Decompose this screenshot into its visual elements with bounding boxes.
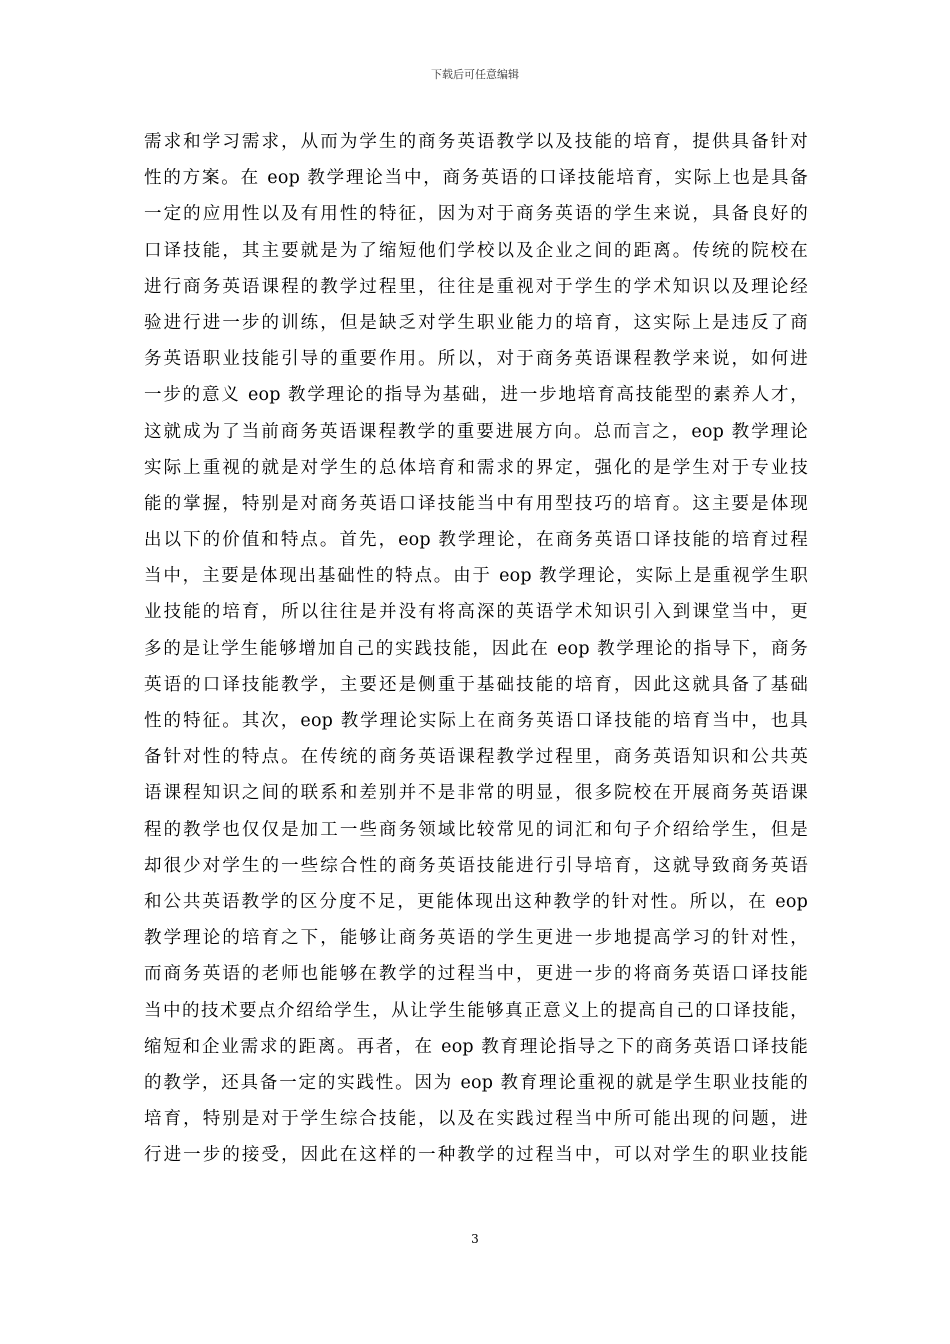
text-line: 备针对性的特点。在传统的商务英语课程教学过程里，商务英语知识和公共英	[144, 747, 808, 768]
text-line: 语课程知识之间的联系和差别并不是非常的明显，很多院校在开展商务英语课	[144, 783, 808, 804]
text-line: 教学理论的培育之下，能够让商务英语的学生更进一步地提高学习的针对性，	[144, 928, 808, 949]
text-line: 多的是让学生能够增加自己的实践技能，因此在 eop 教学理论的指导下，商务	[144, 638, 808, 659]
page-number: 3	[471, 1232, 479, 1246]
text-line: 一步的意义 eop 教学理论的指导为基础，进一步地培育高技能型的素养人才，	[144, 385, 808, 406]
text-line: 当中，主要是体现出基础性的特点。由于 eop 教学理论，实际上是重视学生职	[144, 566, 808, 587]
text-line: 实际上重视的就是对学生的总体培育和需求的界定，强化的是学生对于专业技	[144, 457, 808, 478]
text-line: 需求和学习需求，从而为学生的商务英语教学以及技能的培育，提供具备针对	[144, 132, 808, 152]
text-line: 当中的技术要点介绍给学生，从让学生能够真正意义上的提高自己的口译技能，	[144, 1000, 808, 1021]
text-line: 而商务英语的老师也能够在教学的过程当中，更进一步的将商务英语口译技能	[144, 964, 808, 985]
text-line: 培育，特别是对于学生综合技能，以及在实践过程当中所可能出现的问题，进	[144, 1109, 808, 1130]
text-line: 能的掌握，特别是对商务英语口译技能当中有用型技巧的培育。这主要是体现	[144, 493, 808, 514]
text-line: 一定的应用性以及有用性的特征，因为对于商务英语的学生来说，具备良好的	[144, 204, 808, 225]
text-line: 口译技能，其主要就是为了缩短他们学校以及企业之间的距离。传统的院校在	[144, 240, 808, 261]
text-line: 性的特征。其次，eop 教学理论实际上在商务英语口译技能的培育当中，也具	[144, 711, 808, 731]
text-line: 业技能的培育，所以往往是并没有将高深的英语学术知识引入到课堂当中，更	[144, 602, 808, 623]
text-line: 英语的口译技能教学，主要还是侧重于基础技能的培育，因此这就具备了基础	[144, 674, 808, 695]
text-line: 行进一步的接受，因此在这样的一种教学的过程当中，可以对学生的职业技能	[144, 1145, 808, 1166]
text-line: 出以下的价值和特点。首先，eop 教学理论，在商务英语口译技能的培育过程	[144, 530, 808, 551]
text-line: 进行商务英语课程的教学过程里，往往是重视对于学生的学术知识以及理论经	[144, 276, 808, 297]
text-line: 务英语职业技能引导的重要作用。所以，对于商务英语课程教学来说，如何进	[144, 349, 808, 370]
body-text	[144, 124, 808, 1173]
page-header: 下载后可任意编辑	[431, 68, 519, 81]
text-line: 却很少对学生的一些综合性的商务英语技能进行引导培育，这就导致商务英语	[144, 855, 808, 876]
text-line: 这就成为了当前商务英语课程教学的重要进展方向。总而言之，eop 教学理论	[144, 421, 808, 442]
text-line: 程的教学也仅仅是加工一些商务领域比较常见的词汇和句子介绍给学生，但是	[144, 819, 808, 840]
text-line: 验进行进一步的训练，但是缺乏对学生职业能力的培育，这实际上是违反了商	[144, 312, 808, 333]
text-line: 的教学，还具备一定的实践性。因为 eop 教育理论重视的就是学生职业技能的	[144, 1072, 808, 1093]
text-line: 缩短和企业需求的距离。再者，在 eop 教育理论指导之下的商务英语口译技能	[144, 1036, 808, 1057]
text-line: 和公共英语教学的区分度不足，更能体现出这种教学的针对性。所以，在 eop	[144, 891, 808, 912]
text-line: 性的方案。在 eop 教学理论当中，商务英语的口译技能培育，实际上也是具备	[144, 168, 808, 189]
